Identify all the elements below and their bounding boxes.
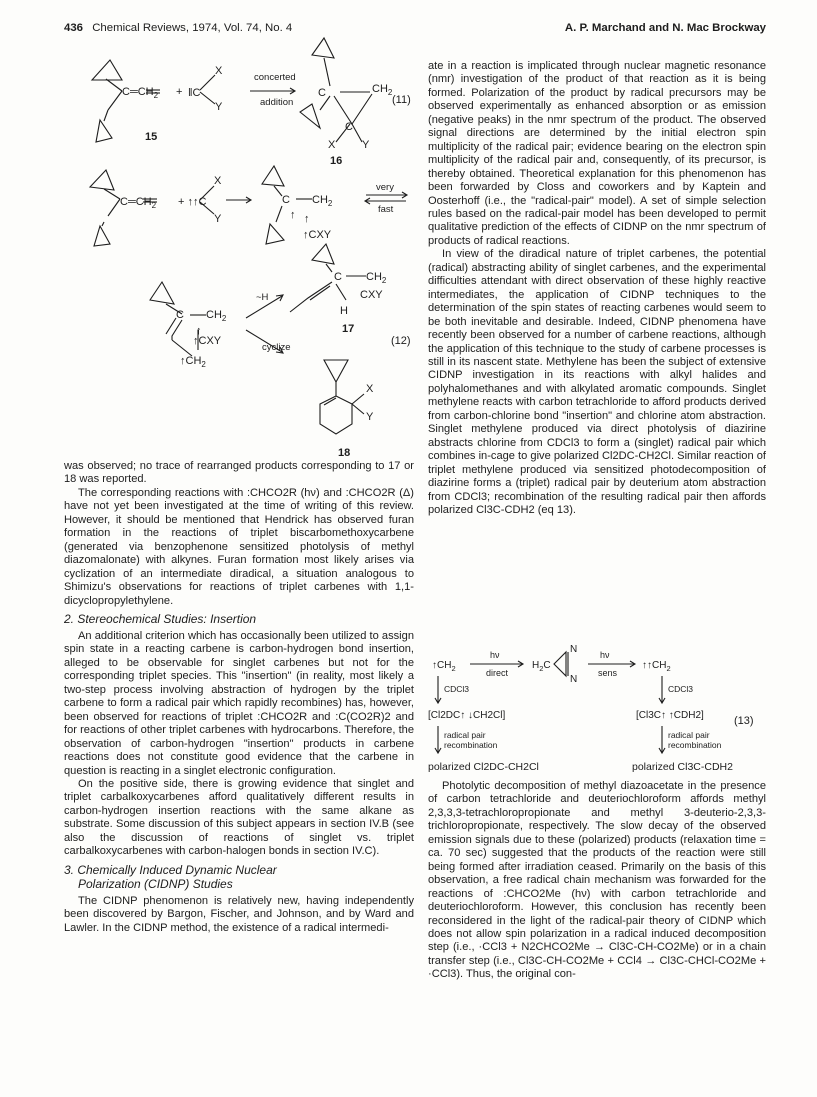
svg-text:+: + bbox=[176, 86, 183, 98]
concerted-arrow-label: concerted bbox=[254, 72, 296, 83]
svg-text:↑↑CH2: $↑↑CH_2$ bbox=[642, 660, 671, 673]
eq11-number: (11) bbox=[392, 94, 411, 106]
eq12-number: (12) bbox=[391, 335, 411, 347]
recomb-right-2: recombination bbox=[668, 740, 722, 750]
addition-arrow-label: addition bbox=[260, 97, 294, 108]
svg-text:↑CH2: $↑CH_2$ bbox=[432, 660, 456, 673]
svg-text:↑: ↑ bbox=[290, 209, 296, 221]
cdcl3-right-label: CDCl3 bbox=[668, 684, 694, 694]
compound-17-label: 17 bbox=[342, 323, 355, 335]
recomb-left-1: radical pair bbox=[444, 730, 486, 740]
svg-text:↑: ↑ bbox=[196, 325, 202, 337]
svg-text:+ ↑↑C: + ↑↑C bbox=[178, 196, 207, 208]
radical-pair-left: [Cl2DC↑ ↓CH2Cl] bbox=[428, 710, 506, 721]
cyclopropyl-ring-16-bottom bbox=[300, 104, 320, 128]
svg-text:X: X bbox=[366, 383, 374, 395]
direct-label: direct bbox=[486, 668, 509, 678]
left-para-1: was observed; no trace of rearranged products corresponding to 17 or 18 was reported. bbox=[64, 460, 414, 486]
right-para-2: In view of the diradical nature of triplet carbenes, the potential (radical) abstracting ability of singlet carbenes, and the experimental difficulties attendant with direct observation of these highly reactive intermediates, the application of CIDNP techniques to the determination of the spin states of reacting carbenes would seem to be both inevitable and desirable. Indeed, CIDNP phenomena have recently been observed for a number of carbene reactions, although the application of this technique to the study of carbene processes is still in its nascent state. Methylene has been the subject of extensive CIDNP investigation in its reactions with alkyl halides and polyhalomethanes and with alkylated aromatic compounds. Singlet methylene reacts with carbon tetrachloride to afford products derived from carbon-chlorine bond "insertion" and chlorine atom abstraction. Singlet methylene produced via direct photolysis of diazirine abstracts chlorine from CDCl3 to form a (singlet) radical pair which combines in-cage to give polarized Cl2DC-CH2Cl. Similar reaction of triplet methylene produced via sensitized photodecomposition of diazirine forms a (triplet) radical pair by deuterium atom abstraction from CDCl3; recombination of the resulting radical pair then affords polarized Cl3C-CDH2 (eq 13). bbox=[428, 248, 766, 516]
svg-text:C: C bbox=[345, 121, 353, 133]
svg-text:↑CXY: ↑CXY bbox=[193, 335, 222, 347]
cdcl3-left-label: CDCl3 bbox=[444, 684, 470, 694]
cyclopropyl-ring-16-top bbox=[312, 38, 334, 58]
svg-text:↑CH2: $↑CH_2$ bbox=[180, 355, 206, 369]
right-column-bottom bbox=[428, 780, 766, 982]
recomb-right-1: radical pair bbox=[668, 730, 710, 740]
svg-text:N: N bbox=[570, 674, 578, 685]
product-right: polarized Cl3C-CDH2 bbox=[632, 761, 733, 773]
cyclopropyl-ring-lower bbox=[96, 120, 112, 142]
section-heading-cidnp-2: Polarization (CIDNP) Studies bbox=[78, 876, 233, 891]
very-arrow-label: very bbox=[376, 182, 394, 193]
cyclize-arrow-label: cyclize bbox=[262, 342, 291, 353]
right-para-1: ate in a reaction is implicated through nuclear magnetic resonance (nmr) investigation of the product of that reaction as it is being formed. Polarization of the product by radical precursors may be observed experimentally as enhanced absorption or as emission (negative peaks) in the nmr spectrum of the product. The observed signal directions are determined by the initial electron spin multiplicity of the radical pair; evidence bearing on the electron spin multiplicity of the radical pair and, consequently, of its precursor, is thereby obtained. Theoretical explanation for this phenomenon has been forwarded by Closs and coworkers and by Kaptein and Oosterhoff (i.e., the "radical-pair" model). A set of simple selection rules based on the radical-pair model has been developed to permit qualitative prediction of the effects of CIDNP on the nmr spectrum of products of radical reactions. bbox=[428, 60, 766, 247]
left-para-3: An additional criterion which has occasionally been utilized to assign spin state in a reacting carbene is carbon-hydrogen bond insertion, alleged to be observable for singlet carbenes but not for the corresponding triplet species. This "insertion" (in reality, most likely a two-step process involving abstraction of hydrogen by the triplet carbene to form a radical pair which rapidly recombines) has, however, been observed for reactions of triplet :CHCO2R and :C(CO2R)2 and for reactions of other triplet carbenes with hydrocarbons. Therefore, the observation of carbon-hydrogen "insertion" products in carbene reactions does not constitute good evidence that the carbene in question is reacting in a singlet electronic configuration. bbox=[64, 629, 414, 777]
svg-text:CH2: $CH_2$ bbox=[366, 271, 387, 285]
section-heading-cidnp-1: 3. Chemically Induced Dynamic Nuclear bbox=[64, 862, 277, 877]
svg-text:H2C: $H_2C$ bbox=[532, 660, 551, 673]
svg-text:CH2: $CH_2$ bbox=[312, 194, 333, 208]
hv-direct-label: hν bbox=[490, 650, 500, 660]
product-left: polarized Cl2DC-CH2Cl bbox=[428, 761, 539, 773]
page-number: 436 bbox=[64, 22, 84, 34]
hv-sens-label: hν bbox=[600, 650, 610, 660]
left-column bbox=[64, 460, 414, 935]
compound-15-label: 15 bbox=[145, 131, 158, 143]
fast-arrow-label: fast bbox=[378, 204, 394, 215]
svg-text:C: C bbox=[176, 309, 184, 321]
svg-text:Y: Y bbox=[215, 101, 223, 113]
compound-16-label: 16 bbox=[330, 155, 343, 167]
left-para-4: On the positive side, there is growing evidence that singlet and triplet carbalkoxycarbenes afford qualitatively different results in carbon-hydrogen insertion reactions with the same alkane as substrate. Some discussion of this subject appears in section IV.B (see also the discussion of reactions of singlet vs. triplet carbalkoxycarbenes with carbon-halogen bonds in section IV.C). bbox=[64, 777, 414, 858]
svg-text:Y: Y bbox=[366, 411, 374, 423]
left-para-2: The corresponding reactions with :CHCO2R (hν) and :CHCO2R (Δ) have not yet been investigated at the time of writing of this review. However, it should be mentioned that Hendrick has observed furan formation in the reactions of triplet biscarbomethoxycarbene (generated via benzophenone sensitized photolysis of methyl diazomalonate) with alkynes. Furan formation most likely arises via cyclization of an intermediate diradical, a situation analogous to Shimizu's observations for reactions of triplet carbenes with 1,1-dicyclopropylethylene. bbox=[64, 486, 414, 607]
svg-text:C: C bbox=[282, 194, 290, 206]
compound-18-label: 18 bbox=[338, 447, 351, 459]
left-para-5: The CIDNP phenomenon is relatively new, having independently been discovered by Bargon, Fischer, and Johnson, and by Ward and Lawler. In the CIDNP method, the existence of a radical intermedi- bbox=[64, 894, 414, 934]
svg-text:‖C: ‖C bbox=[188, 87, 201, 99]
svg-text:X: X bbox=[328, 139, 336, 151]
eq13-number: (13) bbox=[734, 715, 754, 727]
svg-text:X: X bbox=[214, 175, 222, 187]
svg-text:Y: Y bbox=[362, 139, 370, 151]
header-authors: A. P. Marchand and N. Mac Brockway bbox=[564, 22, 766, 34]
svg-text:X: X bbox=[215, 65, 223, 77]
svg-text:↑: ↑ bbox=[304, 213, 310, 225]
svg-text:C═CH2: $C═CH_2$ bbox=[120, 196, 157, 210]
recomb-left-2: recombination bbox=[444, 740, 498, 750]
radical-pair-right: [Cl3C↑ ↑CDH2] bbox=[636, 710, 704, 721]
svg-text:H: H bbox=[340, 305, 348, 317]
svg-text:CH2: $CH_2$ bbox=[372, 83, 393, 97]
right-column-top bbox=[428, 60, 766, 517]
reaction-schemes-11-12 bbox=[0, 0, 430, 470]
h-shift-arrow-label: ~H bbox=[256, 292, 269, 303]
svg-text:Y: Y bbox=[214, 213, 222, 225]
svg-text:C: C bbox=[318, 87, 326, 99]
reaction-scheme-13 bbox=[428, 642, 766, 780]
cyclopropyl-ring-upper bbox=[92, 60, 122, 80]
right-para-3: Photolytic decomposition of methyl diazoacetate in the presence of carbon tetrachloride and deuteriochloroform affords methyl 2,3,3,3-tetrachloropropionate and methyl 3-deuterio-2,3,3-trichloropropionate, respectively. The slow decay of the observed emission signals due to these (polarized) products (relaxation time = ca. 70 sec) suggested that the products of the reaction were still being formed after irradiation ceased. Primarily on the basis of this observation, a free radical chain mechanism was forwarded for the reactions of :CHCO2Me (hν) with carbon tetrachloride and deuteriochloroform. However, this conclusion has recently been reconsidered in the light of the radical-pair theory of CIDNP which does not allow spin polarization in a radical induced decomposition step (i.e., ·CCl3 + N2CHCO2Me → Cl3C-CH-CO2Me) or in a chain transfer step (i.e., Cl3C-CH-CO2Me + CCl4 → Cl3C-CHCl-CO2Me + ·CCl3). Thus, the original con- bbox=[428, 780, 766, 981]
sens-label: sens bbox=[598, 668, 618, 678]
section-heading-insertion: 2. Stereochemical Studies: Insertion bbox=[64, 611, 257, 626]
eq11-reactant-label: $C═CH_2$ bbox=[122, 86, 159, 100]
svg-text:CH2: $CH_2$ bbox=[206, 309, 227, 323]
svg-text:C: C bbox=[334, 271, 342, 283]
svg-text:CXY: CXY bbox=[360, 289, 383, 301]
journal-citation: Chemical Reviews, 1974, Vol. 74, No. 4 bbox=[92, 22, 293, 34]
svg-text:N: N bbox=[570, 644, 578, 655]
svg-text:↑CXY: ↑CXY bbox=[303, 229, 332, 241]
